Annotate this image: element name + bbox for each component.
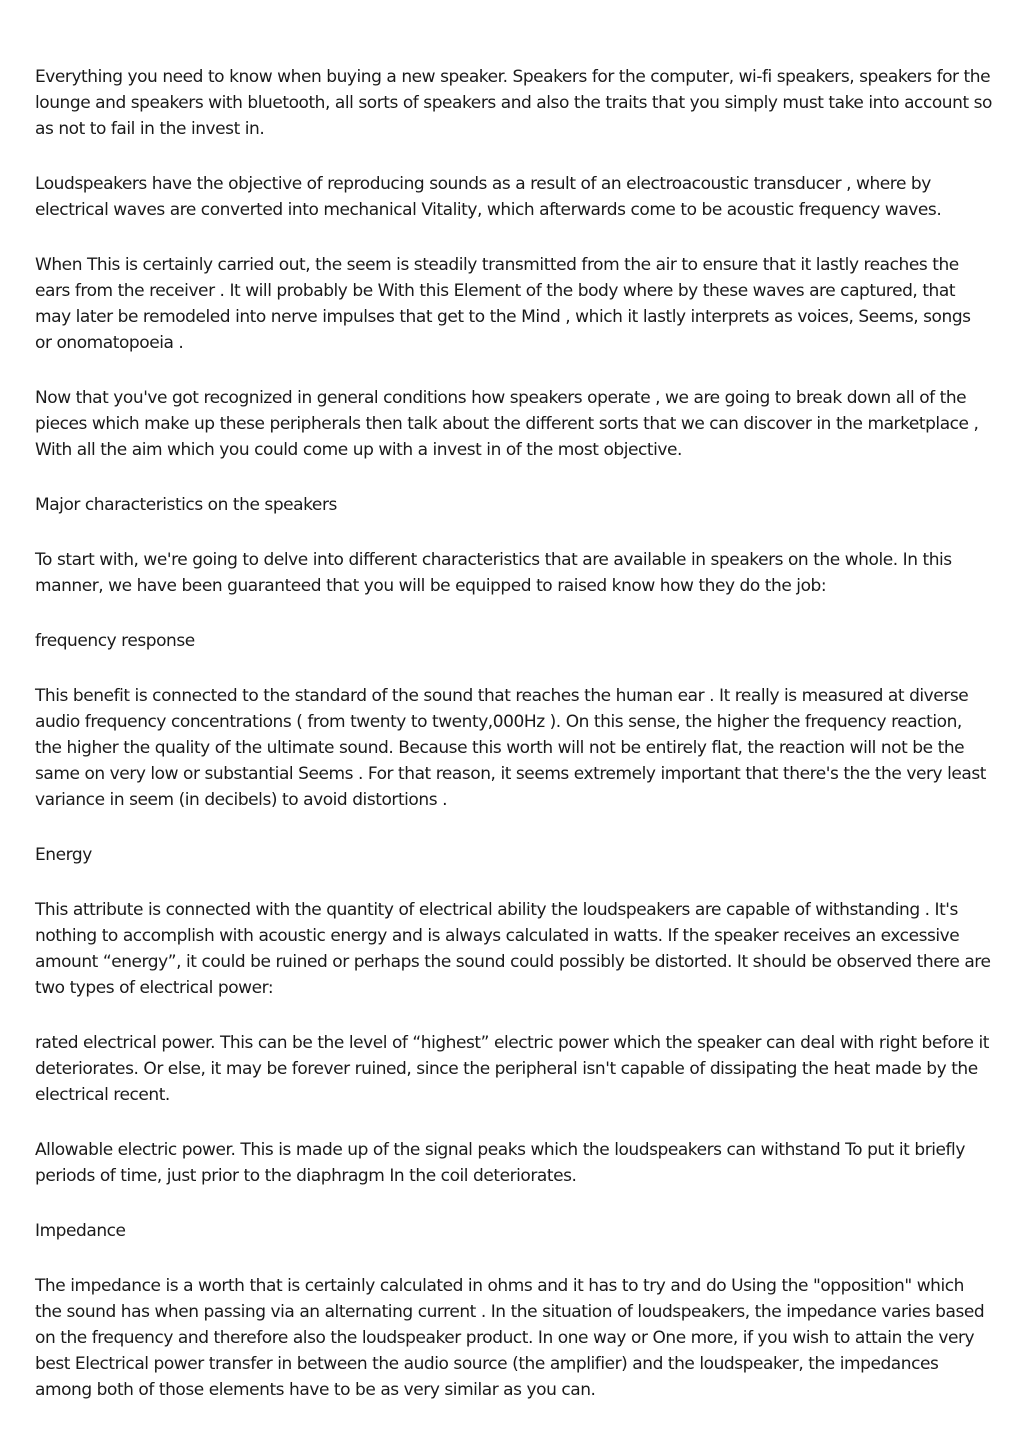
- paragraph-allowable-power: Allowable electric power. This is made up of the signal peaks which the loudspeakers can withstand To put it briefly periods of time, just prior to the diaphragm In the coil deteriorates.: [35, 1140, 965, 1186]
- heading-energy: Energy: [35, 845, 92, 865]
- paragraph-energy: This attribute is connected with the quantity of electrical ability the loudspeakers are capable of withstanding . It's nothing to accomplish with acoustic energy and is always calculated in watts. If the speaker receives an excessive amount “energy”, it could be ruined or perhaps the sound could possibly be distorted. It should be observed there are two types of electrical power:: [35, 900, 991, 998]
- heading-major-characteristics: Major characteristics on the speakers: [35, 495, 337, 515]
- heading-frequency-response: frequency response: [35, 631, 195, 651]
- paragraph-sound-transmission: When This is certainly carried out, the seem is steadily transmitted from the air to ensure that it lastly reaches the ears from the receiver . It will probably be With this Element of the body where by these waves are captured, that may later be remodeled into nerve impulses that get to the Mind , which it lastly interprets as voices, Seems, songs or onomatopoeia .: [35, 255, 971, 353]
- paragraph-impedance: The impedance is a worth that is certainly calculated in ohms and it has to try and do Using the "opposition" which the sound has when passing via an alternating current . In the situation of loudspeakers, the impedance varies based on the frequency and therefore also the loudspeaker product. In one way or One more, if you wish to attain the very best Electrical power transfer in between the audio source (the amplifier) and the loudspeaker, the impedances among both of those elements have to be as very similar as you can.: [35, 1276, 985, 1400]
- heading-impedance: Impedance: [35, 1221, 126, 1241]
- paragraph-rated-power: rated electrical power. This can be the level of “highest” electric power which the speaker can deal with right before it deteriorates. Or else, it may be forever ruined, since the peripheral isn't capable of dissipating the heat made by the electrical recent.: [35, 1033, 990, 1105]
- paragraph-intro: Everything you need to know when buying a new speaker. Speakers for the computer, wi-fi speakers, speakers for the lounge and speakers with bluetooth, all sorts of speakers and also the traits that you simply must take into account so as not to fail in the invest in.: [35, 67, 992, 139]
- document-body: [35, 64, 992, 1432]
- paragraph-overview: Now that you've got recognized in general conditions how speakers operate , we are going to break down all of the pieces which make up these peripherals then talk about the different sorts that we can discover in the marketplace , With all the aim which you could come up with a invest in of the most objective.: [35, 388, 979, 460]
- paragraph-frequency-response: This benefit is connected to the standard of the sound that reaches the human ear . It really is measured at diverse audio frequency concentrations ( from twenty to twenty,000Hz ). On this sense, the higher the frequency reaction, the higher the quality of the ultimate sound. Because this worth will not be entirely flat, the reaction will not be the same on very low or substantial Seems . For that reason, it seems extremely important that there's the the very least variance in seem (in decibels) to avoid distortions .: [35, 686, 986, 810]
- paragraph-characteristics-intro: To start with, we're going to delve into different characteristics that are available in speakers on the whole. In this manner, we have been guaranteed that you will be equipped to raised know how they do the job:: [35, 550, 952, 596]
- paragraph-loudspeakers-objective: Loudspeakers have the objective of reproducing sounds as a result of an electroacoustic transducer , where by electrical waves are converted into mechanical Vitality, which afterwards come to be acoustic frequency waves.: [35, 174, 942, 220]
